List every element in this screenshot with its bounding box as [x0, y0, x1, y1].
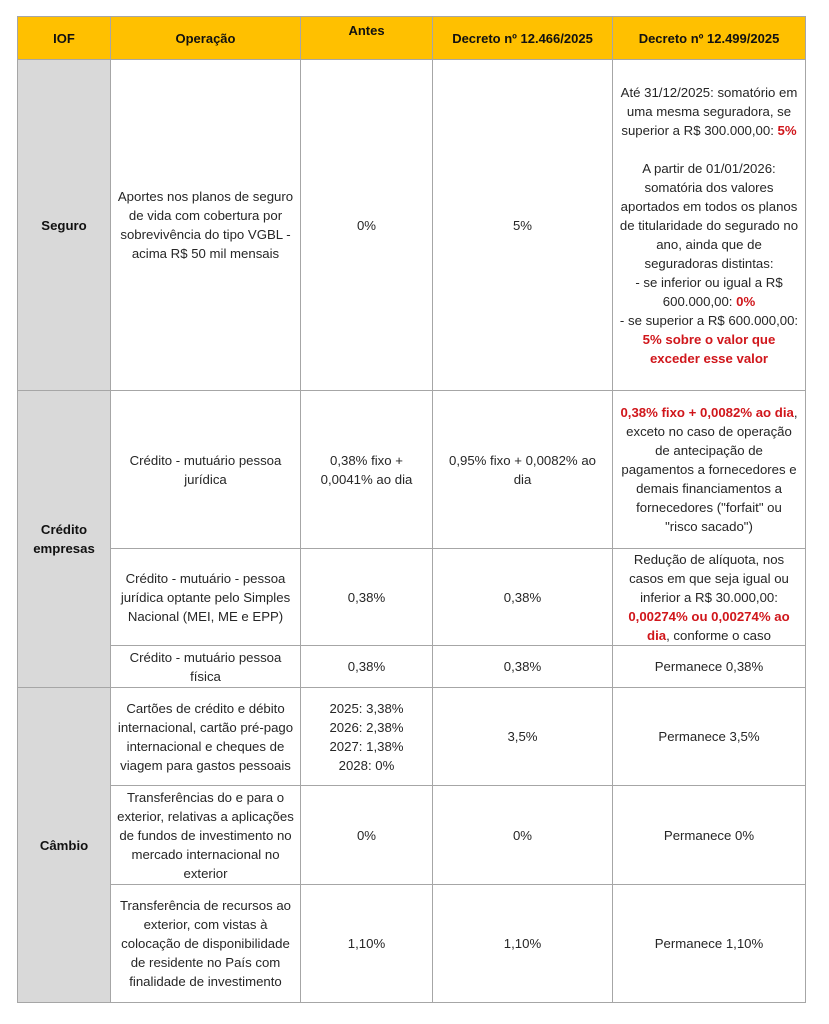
cell-operacao: Transferência de recursos ao exterior, com vistas à colocação de disponibilidade de residente no País com finalidade de investimento	[111, 885, 301, 1003]
cell-decreto-12499: Permanece 1,10%	[613, 885, 806, 1003]
credito-simples-rate: 0,00274% ou 0,00274% ao dia	[628, 608, 790, 643]
group-credito-empresas: Crédito empresas	[18, 391, 111, 688]
group-cambio: Câmbio	[18, 688, 111, 1003]
antes-2027: 2027: 1,38%	[329, 738, 404, 754]
header-decreto-12466: Decreto nº 12.466/2025	[433, 17, 613, 60]
cell-antes	[301, 688, 433, 786]
cell-decreto-12499: Permanece 3,5%	[613, 688, 806, 786]
cell-antes: 0,38%	[301, 646, 433, 688]
header-antes: Antes	[301, 17, 433, 60]
table-row-seguro-vgbl	[18, 60, 806, 391]
cell-decreto-12499: Permanece 0%	[613, 786, 806, 885]
antes-2026: 2026: 2,38%	[329, 719, 404, 735]
cell-antes: 0,38%	[301, 549, 433, 646]
cell-antes: 0%	[301, 786, 433, 885]
table-row-cambio-cartoes	[18, 688, 806, 786]
cell-antes: 1,10%	[301, 885, 433, 1003]
cell-decreto-12499: Permanece 0,38%	[613, 646, 806, 688]
header-row	[18, 17, 806, 60]
cell-operacao: Transferências do e para o exterior, relativas a aplicações de fundos de investimento no mercado internacional no exterior	[111, 786, 301, 885]
cell-operacao: Crédito - mutuário - pessoa jurídica optante pelo Simples Nacional (MEI, ME e EPP)	[111, 549, 301, 646]
cell-operacao: Cartões de crédito e débito internacional, cartão pré-pago internacional e cheques de viagem para gastos pessoais	[111, 688, 301, 786]
cell-decreto-12499	[613, 60, 806, 391]
credito-simples-text: Redução de alíquota, nos casos em que seja igual ou inferior a R$ 30.000,00:	[629, 551, 789, 605]
seguro-rate-superior: 5% sobre o valor que exceder esse valor	[642, 331, 776, 366]
seguro-rate-2025: 5%	[777, 122, 797, 138]
header-iof: IOF	[18, 17, 111, 60]
cell-decreto-12466: 0,95% fixo + 0,0082% ao dia	[433, 391, 613, 549]
cell-antes: 0%	[301, 60, 433, 391]
seguro-rule-inferior: - se inferior ou igual a R$ 600.000,00:	[635, 274, 783, 309]
credito-simples-suffix: , conforme o caso	[666, 627, 771, 643]
cell-decreto-12466: 0,38%	[433, 549, 613, 646]
cell-decreto-12466: 1,10%	[433, 885, 613, 1003]
seguro-rule-superior: - se superior a R$ 600.000,00:	[619, 312, 799, 328]
header-decreto-12499: Decreto nº 12.499/2025	[613, 17, 806, 60]
cell-decreto-12466: 3,5%	[433, 688, 613, 786]
cell-decreto-12466: 0%	[433, 786, 613, 885]
cell-operacao: Crédito - mutuário pessoa jurídica	[111, 391, 301, 549]
cell-decreto-12499	[613, 391, 806, 549]
antes-2025: 2025: 3,38%	[329, 700, 404, 716]
seguro-rule-2026: A partir de 01/01/2026: somatória dos valores aportados em todos os planos de titularidade do segurado no ano, ainda que de seguradoras distintas:	[619, 160, 799, 271]
cell-decreto-12466: 0,38%	[433, 646, 613, 688]
cell-decreto-12499	[613, 549, 806, 646]
seguro-rule-2025: Até 31/12/2025: somatório em uma mesma seguradora, se superior a R$ 300.000,00:	[620, 84, 798, 138]
table-row-credito-simples	[18, 549, 806, 646]
group-seguro: Seguro	[18, 60, 111, 391]
credito-pj-exception: , exceto no caso de operação de antecipação de pagamentos a fornecedores e demais financiamentos a fornecedores ("forfait" ou "risco sacado")	[621, 405, 798, 534]
cell-operacao: Crédito - mutuário pessoa física	[111, 646, 301, 688]
credito-pj-rate: 0,38% fixo + 0,0082% ao dia	[620, 405, 794, 420]
table-row-cambio-transferencia	[18, 885, 806, 1003]
antes-2028: 2028: 0%	[338, 757, 395, 773]
cell-decreto-12466: 5%	[433, 60, 613, 391]
cell-antes: 0,38% fixo + 0,0041% ao dia	[301, 391, 433, 549]
table-row-cambio-fundos	[18, 786, 806, 885]
iof-comparison-table	[17, 16, 806, 1003]
table-row-credito-pj	[18, 391, 806, 549]
seguro-rate-inferior: 0%	[736, 293, 756, 309]
header-operacao: Operação	[111, 17, 301, 60]
table-row-credito-pf	[18, 646, 806, 688]
cell-operacao: Aportes nos planos de seguro de vida com cobertura por sobrevivência do tipo VGBL - acima R$ 50 mil mensais	[111, 60, 301, 391]
